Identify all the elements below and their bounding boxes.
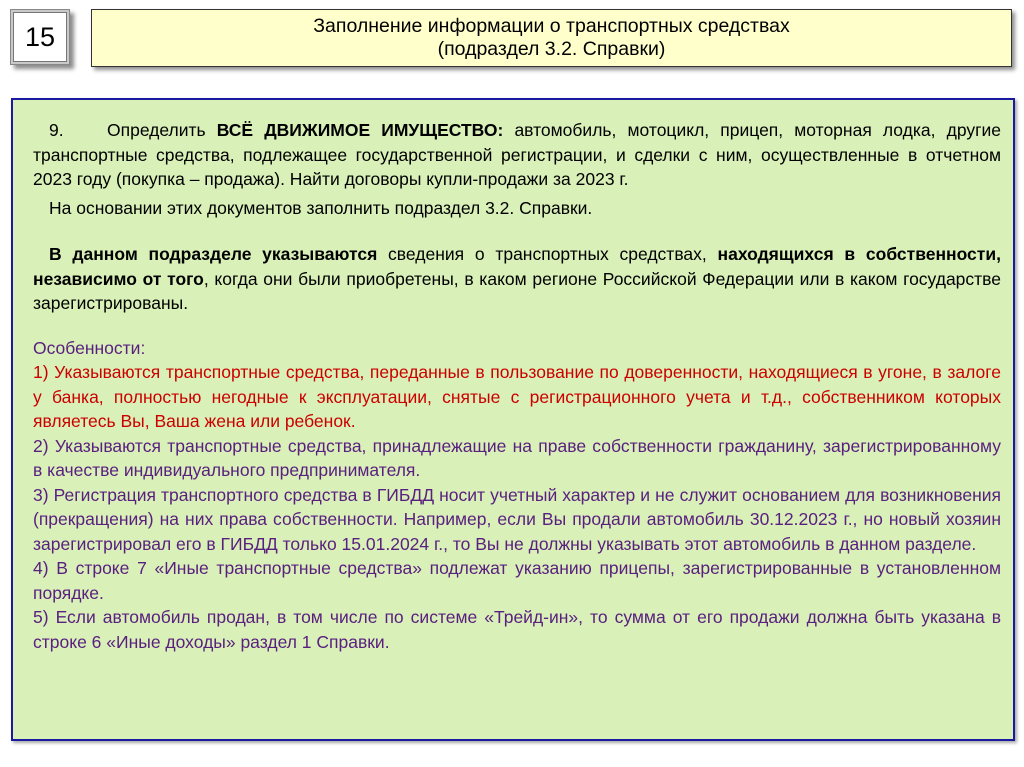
feature-item-2: 2) Указываются транспортные средства, принадлежащие на праве собственности гражданину, зарегистрированному в качестве индивидуального предпринимателя. bbox=[33, 435, 1001, 480]
slide-title bbox=[91, 9, 1012, 67]
spacer bbox=[33, 316, 1001, 336]
title-line-1: Заполнение информации о транспортных средствах bbox=[313, 15, 790, 37]
item-9-bold: ВСЁ ДВИЖИМОЕ ИМУЩЕСТВО: bbox=[216, 120, 504, 140]
section-text-2: , когда они были приобретены, в каком регионе Российской Федерации или в каком государстве зарегистрированы. bbox=[33, 268, 1002, 313]
content-panel bbox=[11, 98, 1015, 741]
item-9-rest: автомобиль, мотоцикл, прицеп, моторная лодка, другие транспортные средства, подлежащее государственной регистрации, и сделки с ним, осуществленные в отчетном 2023 году (покупка – продажа). Найти договоры купли-продажи за 2023 г. bbox=[33, 120, 1002, 189]
section-paragraph bbox=[33, 242, 1001, 316]
item-9-paragraph bbox=[33, 118, 1001, 192]
item-9-number: 9. bbox=[49, 120, 64, 140]
feature-item-1: 1) Указываются транспортные средства, переданные в пользование по доверенности, находящиеся в угоне, в залоге у банка, полностью негодные к эксплуатации, снятые с регистрационного учета и т.д., собственником которых являетесь Вы, Ваша жена или ребенок. bbox=[33, 362, 1001, 431]
basis-paragraph: На основании этих документов заполнить подраздел 3.2. Справки. bbox=[49, 197, 593, 218]
section-bold-1: В данном подразделе указываются bbox=[49, 244, 378, 264]
feature-item-4: 4) В строке 7 «Иные транспортные средства» подлежат указанию прицепы, зарегистрированные в установленном порядке. bbox=[33, 558, 1001, 603]
slide-number: 15 bbox=[13, 12, 67, 62]
title-line-2: (подраздел 3.2. Справки) bbox=[437, 38, 666, 60]
section-text-1: сведения о транспортных средствах, bbox=[377, 244, 718, 264]
spacer bbox=[33, 220, 1001, 242]
features-heading: Особенности: bbox=[33, 337, 146, 358]
item-9-lead: Определить bbox=[107, 120, 217, 140]
section-bold-2: находящихся в собственности, независимо от того bbox=[33, 244, 1001, 289]
feature-item-3: 3) Регистрация транспортного средства в ГИБДД носит учетный характер и не служит основанием для возникновения (прекращения) на них права собственности. Например, если Вы продали автомобиль 30.12.2023 г., но новый хозяин зарегистрировал его в ГИБДД только 15.01.2024 г., то Вы не должны указывать этот автомобиль в данном разделе. bbox=[33, 484, 1001, 554]
slide-number-frame bbox=[10, 9, 70, 65]
feature-item-5: 5) Если автомобиль продан, в том числе по системе «Трейд-ин», то сумма от его продажи должна быть указана в строке 6 «Иные доходы» раздел 1 Справки. bbox=[33, 607, 1001, 652]
